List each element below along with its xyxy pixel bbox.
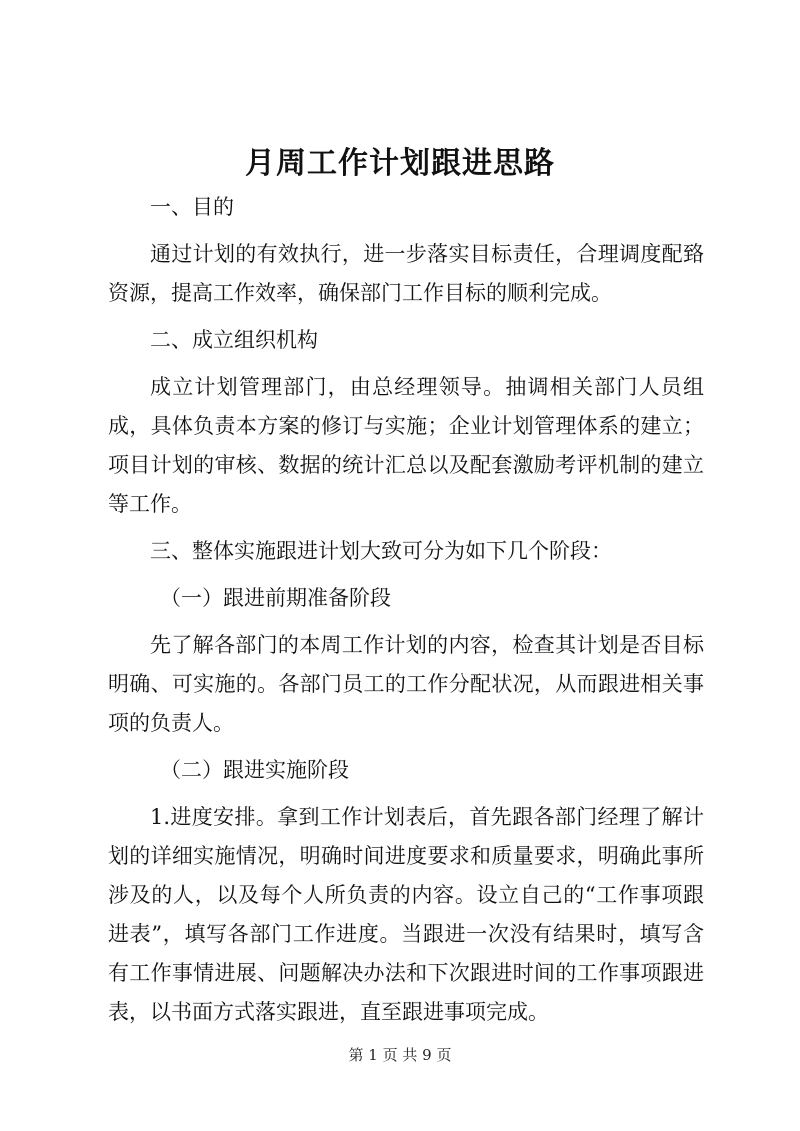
section-heading-implementation: 三、整体实施跟进计划大致可分为如下几个阶段： — [150, 539, 612, 563]
subsection-heading-execution: （二）跟进实施阶段 — [160, 758, 349, 782]
page-footer: 第 1 页 共 9 页 — [348, 1046, 452, 1064]
paragraph-gap — [108, 790, 704, 798]
paragraph-gap — [108, 313, 704, 321]
paragraph-organization: 成立计划管理部门，由总经理领导。抽调相关部门人员组成，具体负责本方案的修订与实施；企业计划管理体系的建立；项目计划的审核、数据的统计汇总以及配套激励考评机制的建立等工作。 — [108, 375, 704, 516]
paragraph-gap — [108, 743, 704, 751]
document-title: 月周工作计划跟进思路 — [245, 146, 555, 181]
paragraph-gap — [108, 524, 704, 532]
paragraph-gap — [108, 227, 704, 235]
document-body — [108, 188, 704, 1032]
section-heading-organization: 二、成立组织机构 — [150, 328, 318, 352]
subsection-heading-preparation: （一）跟进前期准备阶段 — [160, 586, 391, 610]
section-heading-purpose: 一、目的 — [150, 195, 234, 219]
paragraph-preparation: 先了解各部门的本周工作计划的内容，检查其计划是否目标明确、可实施的。各部门员工的工作分配状况，从而跟进相关事项的负责人。 — [108, 633, 704, 735]
paragraph-execution: 1.进度安排。拿到工作计划表后，首先跟各部门经理了解计划的详细实施情况，明确时间进度要求和质量要求，明确此事所涉及的人，以及每个人所负责的内容。设立自己的“工作事项跟进表”，填写各部门工作进度。当跟进一次没有结果时，填写含有工作事情进展、问题解决办法和下次跟进时间的工作事项跟进表，以书面方式落实跟进，直至跟进事项完成。 — [108, 805, 704, 1024]
paragraph-gap — [108, 618, 704, 626]
paragraph-gap — [108, 360, 704, 368]
paragraph-gap — [108, 571, 704, 579]
paragraph-purpose: 通过计划的有效执行，进一步落实目标责任，合理调度配臵资源，提高工作效率，确保部门工作目标的顺利完成。 — [108, 242, 704, 305]
